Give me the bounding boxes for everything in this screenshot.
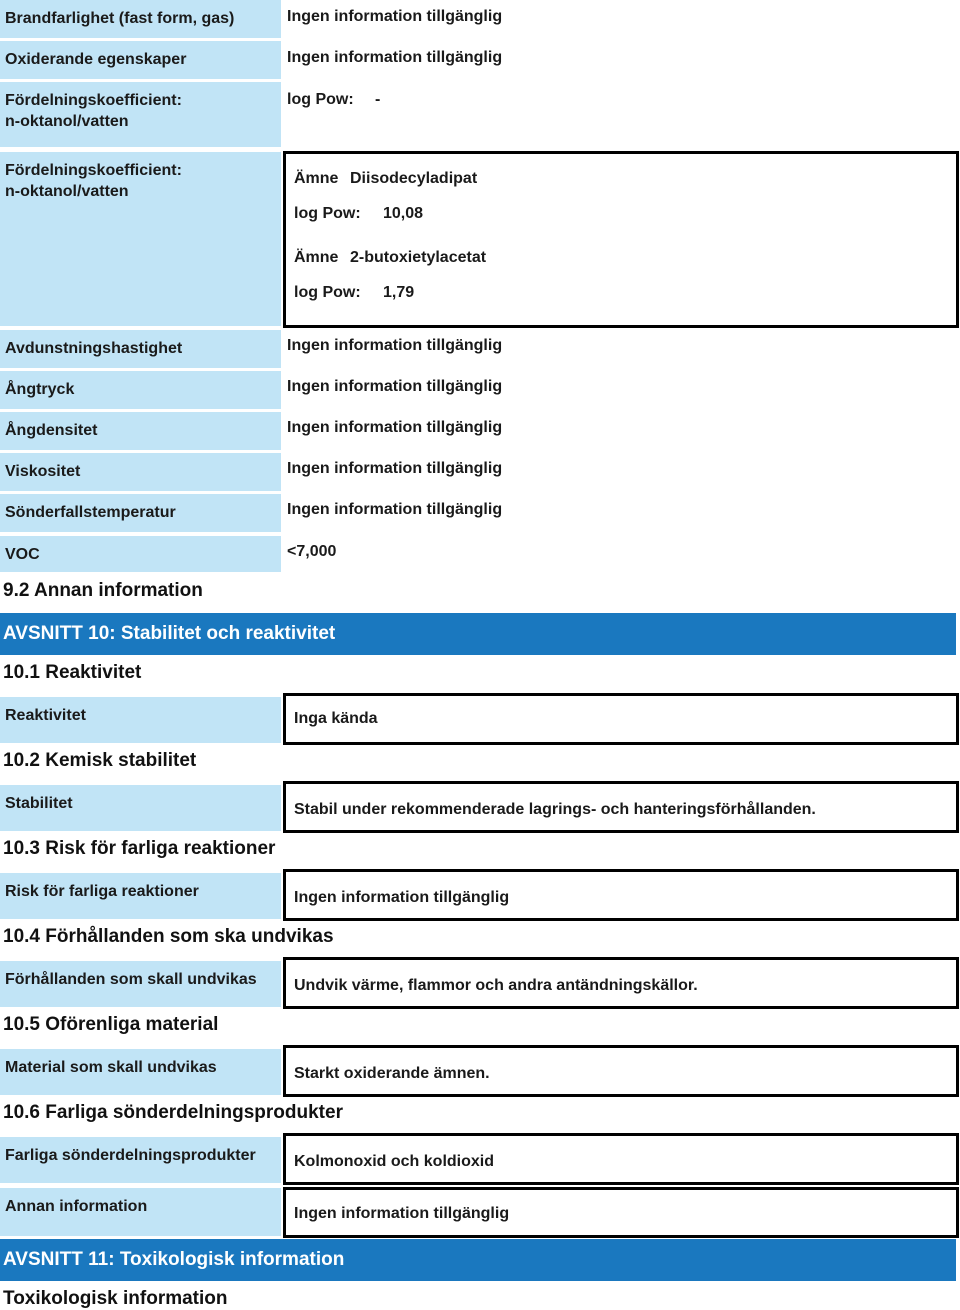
stability-label: Stabilitet	[0, 785, 281, 831]
prop-label-evaporation: Avdunstningshastighet	[0, 330, 281, 368]
prop-value-viscosity: Ingen information tillgänglig	[287, 460, 503, 477]
section-11-banner: AVSNITT 11: Toxikologisk information	[0, 1239, 956, 1281]
prop-value-vapor-density: Ingen information tillgänglig	[287, 419, 503, 436]
incompatible-materials-label: Material som skall undvikas	[0, 1049, 281, 1095]
section-11-subheading: Toxikologisk information	[3, 1288, 228, 1309]
substance-2-name: 2-butoxietylacetat	[350, 249, 487, 266]
prop-value-evaporation: Ingen information tillgänglig	[287, 337, 503, 354]
prop-label-vapor-density: Ångdensitet	[0, 412, 281, 450]
subsection-10-3-heading: 10.3 Risk för farliga reaktioner	[3, 838, 276, 859]
prop-value-vapor-pressure: Ingen information tillgänglig	[287, 378, 503, 395]
decomposition-products-label: Farliga sönderdelningsprodukter	[0, 1137, 281, 1183]
reactivity-value-box: Inga kända	[283, 693, 959, 745]
subsection-10-5-heading: 10.5 Oförenliga material	[3, 1014, 219, 1035]
prop-label-viscosity: Viskositet	[0, 453, 281, 491]
reactivity-label: Reaktivitet	[0, 697, 281, 743]
prop-value-voc: <7,000	[287, 543, 337, 560]
prop-label-voc: VOC	[0, 536, 281, 572]
subsection-10-1-heading: 10.1 Reaktivitet	[3, 662, 142, 683]
subsection-10-4-heading: 10.4 Förhållanden som ska undvikas	[3, 926, 334, 947]
conditions-to-avoid-value-box: Undvik värme, flammor och andra antändningskällor.	[283, 957, 959, 1009]
prop-label-vapor-pressure: Ångtryck	[0, 371, 281, 409]
prop-label-oxidizing: Oxiderande egenskaper	[0, 41, 281, 79]
prop-value-flammability: Ingen information tillgänglig	[287, 8, 503, 25]
prop-label-partition-1: Fördelningskoefficient: n-oktanol/vatten	[0, 82, 281, 147]
substance-1-pow: 10,08	[383, 205, 424, 222]
partition-1-key: log Pow:	[287, 91, 354, 108]
other-info-value-box: Ingen information tillgänglig	[283, 1187, 959, 1238]
partition-substances-box	[283, 151, 959, 328]
conditions-to-avoid-label: Förhållanden som skall undvikas	[0, 961, 281, 1007]
substance-2-pow: 1,79	[383, 284, 415, 301]
other-info-label: Annan information	[0, 1188, 281, 1236]
partition-1-value: -	[375, 91, 381, 108]
incompatible-materials-value-box: Starkt oxiderande ämnen.	[283, 1045, 959, 1097]
section-10-banner: AVSNITT 10: Stabilitet och reaktivitet	[0, 613, 956, 655]
substance-1-key: Ämne	[294, 170, 339, 187]
decomposition-products-value-box: Kolmonoxid och koldioxid	[283, 1133, 959, 1185]
prop-label-flammability: Brandfarlighet (fast form, gas)	[0, 0, 281, 38]
substance-2-pow-key: log Pow:	[294, 284, 361, 301]
substance-1-pow-key: log Pow:	[294, 205, 361, 222]
prop-label-partition-2: Fördelningskoefficient: n-oktanol/vatten	[0, 152, 281, 326]
prop-value-oxidizing: Ingen information tillgänglig	[287, 49, 503, 66]
hazardous-reactions-value-box: Ingen information tillgänglig	[283, 869, 959, 921]
stability-value-box: Stabil under rekommenderade lagrings- och hanteringsförhållanden.	[283, 781, 959, 833]
substance-2-key: Ämne	[294, 249, 339, 266]
hazardous-reactions-label: Risk för farliga reaktioner	[0, 873, 281, 919]
subsection-10-6-heading: 10.6 Farliga sönderdelningsprodukter	[3, 1102, 343, 1123]
section-9-2-heading: 9.2 Annan information	[3, 580, 203, 601]
prop-value-decomposition: Ingen information tillgänglig	[287, 501, 503, 518]
subsection-10-2-heading: 10.2 Kemisk stabilitet	[3, 750, 197, 771]
substance-1-name: Diisodecyladipat	[350, 170, 478, 187]
prop-label-decomposition: Sönderfallstemperatur	[0, 494, 281, 532]
